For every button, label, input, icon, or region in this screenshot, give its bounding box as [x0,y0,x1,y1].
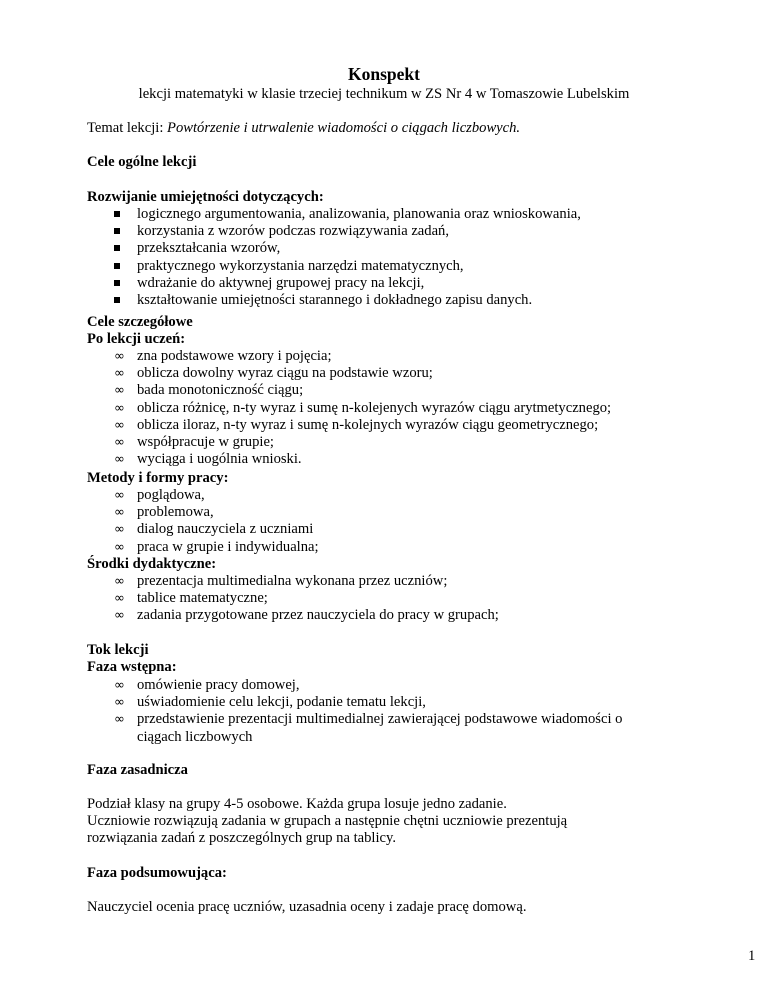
infinity-bullet-icon: ∞ [114,417,125,433]
square-bullet-icon [114,228,120,234]
infinity-bullet-icon: ∞ [114,505,125,521]
square-bullet-icon [114,263,120,269]
intro-phase-heading: Faza wstępna: [87,659,177,675]
main-phase-line: Podział klasy na grupy 4-5 osobowe. Każda grupa losuje jedno zadanie. [87,796,507,812]
infinity-bullet-icon: ∞ [114,591,125,607]
specific-goals-subheading: Po lekcji uczeń: [87,331,186,347]
square-bullet-icon [114,211,120,217]
infinity-bullet-icon: ∞ [114,695,125,711]
summary-phase-heading: Faza podsumowująca: [87,865,227,881]
main-phase-line: rozwiązania zadań z poszczególnych grup na tablicy. [87,830,397,846]
infinity-bullet-icon: ∞ [114,452,125,468]
document-title: Konspekt [348,64,420,84]
infinity-bullet-icon: ∞ [114,383,125,399]
summary-phase-text: Nauczyciel ocenia pracę uczniów, uzasadnia oceny i zadaje pracę domową. [87,899,527,915]
infinity-bullet-icon: ∞ [114,400,125,416]
main-phase-heading: Faza zasadnicza [87,762,188,778]
specific-goals-heading: Cele szczegółowe [87,314,193,330]
general-goals-subheading: Rozwijanie umiejętności dotyczących: [87,189,324,205]
infinity-bullet-icon: ∞ [114,522,125,538]
infinity-bullet-icon: ∞ [114,366,125,382]
methods-heading: Metody i formy pracy: [87,470,229,486]
infinity-bullet-icon: ∞ [114,608,125,624]
lesson-topic [87,120,520,137]
infinity-bullet-icon: ∞ [114,539,125,555]
infinity-bullet-icon: ∞ [114,712,125,728]
square-bullet-icon [114,245,120,251]
document-subtitle: lekcji matematyki w klasie trzeciej technikum w ZS Nr 4 w Tomaszowie Lubelskim [138,86,630,102]
infinity-bullet-icon: ∞ [114,488,125,503]
general-goals-heading: Cele ogólne lekcji [87,154,197,170]
page-number: 1 [748,948,756,964]
means-heading: Środki dydaktyczne: [87,556,217,572]
square-bullet-icon [114,297,120,303]
lesson-topic-text: Powtórzenie i utrwalenie wiadomości o ciągach liczbowych. [167,120,521,136]
course-heading: Tok lekcji [87,642,149,658]
infinity-bullet-icon: ∞ [114,574,125,589]
document-page: Konspekt lekcji matematyki w klasie trzeciej technikum w ZS Nr 4 w Tomaszowie Lubelskim Temat lekcji: Powtórzenie i utrwalenie wiadomości o ciągach liczbowych. Cele ogólne lekcji Rozwijanie umiejętności dotyczących: logicznego argumentowania, analizowania, planowania oraz wnioskowania, korzystania z wzorów podczas rozwiązywania zadań, przekształcania wzorów, praktycznego wykorzystania narzędzi matematycznych, wdrażanie do aktywnej grupowej pracy na lekcji, kształtowanie umiejętności starannego i dokładnego zapisu danych. Cele szczegółowe Po lekcji uczeń: ∞ zna podstawowe wzory i pojęcia; ∞ oblicza dowolny wyraz ciągu na podstawie wzoru; ∞ bada monotoniczność ciągu; ∞ oblicza różnicę, n-ty wyraz i sumę n-kolejenych wyrazów ciągu arytmetycznego; ∞ oblicza iloraz, n-ty wyraz i sumę n-kolejnych wyrazów ciągu geometrycznego; ∞ współpracuje w grupie; ∞ wyciąga i uogólnia wnioski. Metody i formy pracy: ∞ poglądowa, ∞ problemowa, ∞ dialog nauczyciela z uczniami ∞ praca w grupie i indywidualna; Środki dydaktyczne: ∞ prezentacja multimedialna wykonana przez uczniów; ∞ tablice matematyczne; ∞ zadania przygotowane przez nauczyciela do pracy w grupach; Tok lekcji Faza wstępna: ∞ omówienie pracy domowej, ∞ uświadomienie celu lekcji, podanie tematu lekcji, ∞ przedstawienie prezentacji multimedialnej zawierającej podstawowe wiadomości o ciągach liczbowych Faza zasadnicza Podział klasy na grupy 4-5 osobowe. Każda grupa losuje jedno zadanie. Uczniowie rozwiązują zadania w grupach a następnie chętni uczniowie prezentują rozwiązania zadań z poszczególnych grup na tablicy. Faza podsumowująca: Nauczyciel ocenia pracę uczniów, uzasadnia oceny i zadaje pracę domową. 1 [0,0,768,994]
square-bullet-icon [114,280,120,286]
infinity-bullet-icon: ∞ [114,434,125,450]
infinity-bullet-icon: ∞ [114,349,125,364]
lesson-topic-label: Temat lekcji: [87,120,168,136]
infinity-bullet-icon: ∞ [114,678,125,693]
main-phase-line: Uczniowie rozwiązują zadania w grupach a następnie chętni uczniowie prezentują [87,813,568,829]
